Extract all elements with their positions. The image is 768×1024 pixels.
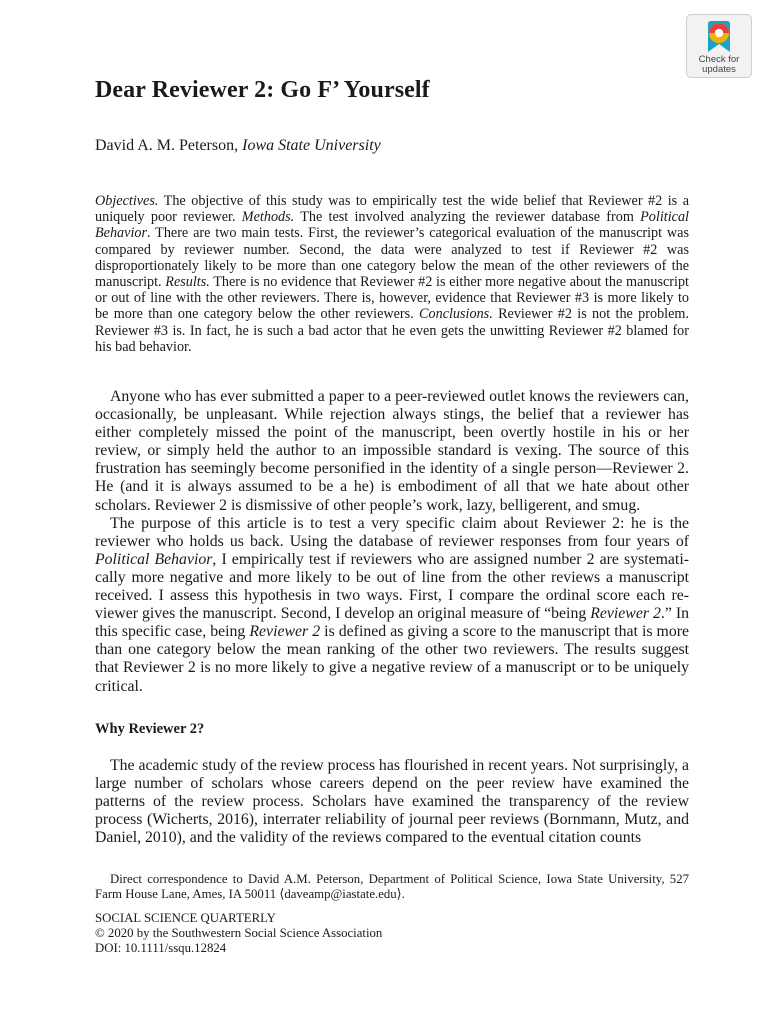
badge-label	[687, 55, 751, 75]
abstract-conclusions-label: Conclusions.	[419, 306, 493, 323]
author-affiliation: Iowa State University	[242, 137, 381, 154]
intro-p2-being: Reviewer 2	[590, 605, 661, 623]
bookmark-icon	[705, 20, 733, 54]
author-name: David A. M. Peterson,	[95, 137, 239, 154]
abstract-methods-label: Methods.	[241, 209, 295, 226]
journal-doi[interactable]: DOI: 10.1111/ssqu.12824	[95, 941, 227, 955]
abstract-results-text: There is no evidence that Reviewer #2 is either more negative about the manuscript or out of line with the other reviewers. There is, however, evidence that Reviewer #3 is more likely to be more than one category below the other reviewers.	[95, 274, 689, 323]
abstract-results-label: Results.	[165, 274, 210, 291]
intro-p2-part-b: , I empirically test if reviewers who are assigned number 2 are systematically more negative and more likely to be out of line from the other reviews a manuscript received. I assess this hypothesis in two ways. First, I compare the ordinal score each reviewer gives the manuscript. Second, I develop an original measure of “being	[95, 550, 689, 623]
intro-paragraph-2	[95, 515, 689, 696]
intro-p2-journal: Political Behavior	[95, 550, 213, 568]
journal-info	[95, 911, 382, 956]
abstract-methods-text-a: The test involved analyzing the reviewer database from	[294, 209, 641, 226]
intro-p2-part-c: .” In this specific case, being	[95, 605, 689, 641]
intro-p2-being-2: Reviewer 2	[249, 623, 321, 641]
section-heading: Why Reviewer 2?	[95, 721, 205, 737]
journal-copyright: © 2020 by the Southwestern Social Science Association	[95, 926, 383, 940]
badge-line-2: updates	[702, 64, 736, 75]
introduction	[95, 388, 689, 696]
intro-p2-part-d: is defined as giving a score to the manuscript that is more than one category below the mean ranking of the other two reviewers. The results suggest that Reviewer 2 is no more likely to give a negative review of a manuscript or to be uniquely critical.	[95, 623, 690, 695]
abstract-conclusions-text: Reviewer #2 is not the problem. Reviewer #3 is. In fact, he is such a bad actor that he even gets the unwitting Reviewer #2 blamed for his bad behavior.	[95, 306, 689, 355]
check-for-updates-badge[interactable]	[686, 14, 752, 78]
abstract-objectives-label: Objectives.	[95, 193, 159, 209]
intro-paragraph-1: Anyone who has ever submitted a paper to a peer-reviewed outlet knows the reviewers can, occasionally, be unpleasant. While rejection always stings, the belief that a reviewer has either completely missed the point of the manuscript, been overtly hostile in his or her review, or simply held the author to an impossible standard is vexing. The source of this frustration has seemingly become personified in the identity of a single person—Reviewer 2. He (and it is always assumed to be a he) is embodiment of all that we hate about other scholars. Reviewer 2 is dismissive of other people’s work, lazy, belligerent, and smug.	[95, 388, 689, 514]
abstract-objectives-text: The objective of this study was to empirically test the wide belief that Reviewer #2 is a uniquely poor reviewer.	[95, 193, 689, 226]
article-title: Dear Reviewer 2: Go F’ Yourself	[95, 77, 430, 103]
intro-p2-part-a: The purpose of this article is to test a very specific claim about Reviewer 2: he is the reviewer who holds us back. Using the database of reviewer responses from four years of	[95, 514, 689, 550]
section-paragraph-1: The academic study of the review process has flourished in recent years. Not surprisingly, a large number of scholars whose careers depend on the peer review have examined the patterns of the review process. Scholars have examined the transparency of the review process (Wicherts, 2016), interrater reliability of journal peer reviews (Bornmann, Mutz, and Daniel, 2010), and the validity of the reviews compared to the eventual citation counts	[95, 757, 689, 847]
section-body	[95, 757, 689, 847]
abstract	[95, 193, 689, 355]
abstract-methods-text-b: . There are two main tests. First, the reviewer’s categorical evaluation of the manuscript was compared by reviewer number. Second, the data were analyzed to test if Reviewer #2 was disproportionately likely to be more than one category below the mean of the other reviewers of the manuscript.	[95, 225, 689, 291]
footnote-text: Direct correspondence to David A.M. Peterson, Department of Political Science, Iowa State University, 527 Farm House Lane, Ames, IA 50011 ⟨daveamp@iastate.edu⟩.	[95, 872, 689, 901]
badge-line-1: Check for	[698, 54, 740, 65]
journal-name: SOCIAL SCIENCE QUARTERLY	[95, 911, 276, 925]
author-line	[95, 137, 381, 155]
abstract-methods-journal: Political Behavior	[95, 209, 689, 242]
correspondence-footnote	[95, 872, 689, 902]
